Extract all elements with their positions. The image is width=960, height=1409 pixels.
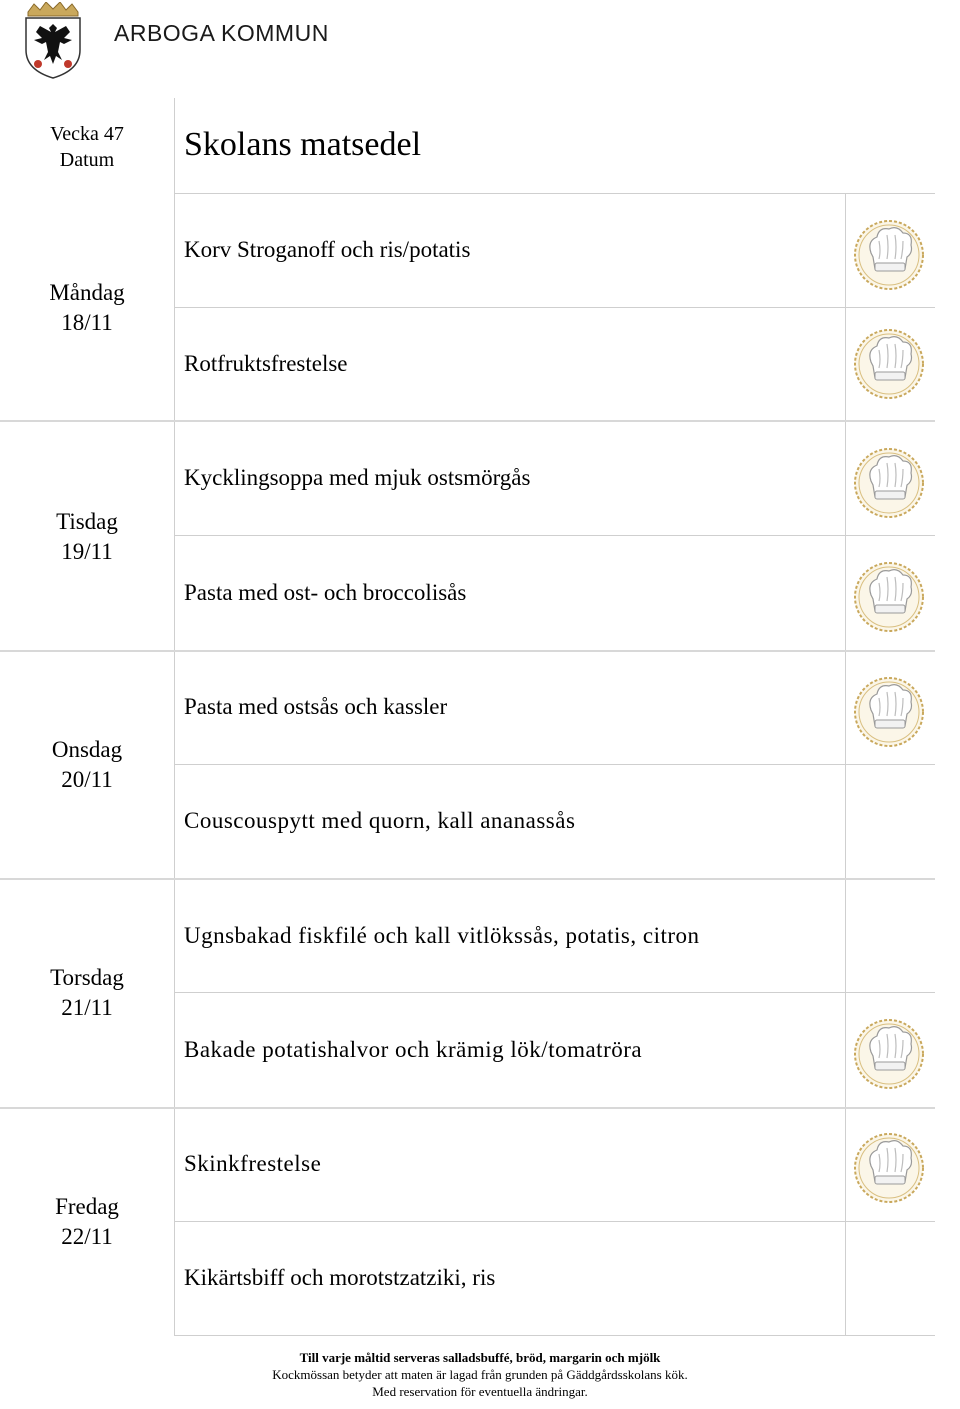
meal-item: Korv Stroganoff och ris/potatis xyxy=(184,237,471,262)
day-label-wednesday xyxy=(0,735,174,795)
chef-hat-icon xyxy=(853,447,925,519)
day-name: Tisdag xyxy=(56,509,118,534)
day-date: 22/11 xyxy=(61,1224,113,1249)
day-name: Torsdag xyxy=(50,965,124,990)
organization-name: ARBOGA KOMMUN xyxy=(114,20,329,46)
footer-note-2: Kockmössan betyder att maten är lagad från grunden på Gäddgårdsskolans kök. xyxy=(272,1367,688,1382)
chef-hat-icon xyxy=(853,1018,925,1090)
day-label-thursday xyxy=(0,963,174,1023)
day-divider xyxy=(0,650,935,652)
day-label-friday xyxy=(0,1192,174,1252)
day-label-monday xyxy=(0,278,174,338)
column-divider-left xyxy=(174,98,175,1336)
row-divider xyxy=(174,307,935,308)
footer-note-1: Till varje måltid serveras salladsbuffé, bröd, margarin och mjölk xyxy=(299,1350,661,1365)
week-label: Vecka 47 xyxy=(50,123,124,145)
meal-item: Kycklingsoppa med mjuk ostsmörgås xyxy=(184,465,531,490)
row-divider xyxy=(174,764,935,765)
day-date: 19/11 xyxy=(61,539,113,564)
day-date: 21/11 xyxy=(61,995,113,1020)
date-label: Datum xyxy=(59,149,115,171)
meal-item: Kikärtsbiff och morotstzatziki, ris xyxy=(184,1265,496,1290)
meal-item: Pasta med ostsås och kassler xyxy=(184,694,448,719)
day-label-tuesday xyxy=(0,507,174,567)
day-date: 20/11 xyxy=(61,767,113,792)
meal-item: Pasta med ost- och broccolisås xyxy=(184,580,467,605)
week-info xyxy=(0,121,174,173)
chef-hat-icon xyxy=(853,328,925,400)
row-divider xyxy=(174,1221,935,1222)
row-divider xyxy=(174,535,935,536)
header-divider xyxy=(174,193,935,194)
coat-of-arms-icon xyxy=(22,2,84,80)
chef-hat-icon xyxy=(853,561,925,633)
day-divider xyxy=(0,1107,935,1109)
chef-hat-icon xyxy=(853,676,925,748)
chef-hat-icon xyxy=(853,219,925,291)
meal-item: Ugnsbakad fiskfilé och kall vitlökssås, potatis, citron xyxy=(184,923,700,948)
day-name: Onsdag xyxy=(51,737,123,762)
day-divider xyxy=(0,878,935,880)
meal-item: Bakade potatishalvor och krämig lök/tomatröra xyxy=(184,1037,643,1062)
day-date: 18/11 xyxy=(61,310,113,335)
day-divider xyxy=(0,420,935,422)
table-bottom-border xyxy=(174,1335,935,1336)
meal-item: Couscouspytt med quorn, kall ananassås xyxy=(184,808,576,833)
meal-item: Skinkfrestelse xyxy=(184,1151,322,1176)
footer-note-3: Med reservation för eventuella ändringar. xyxy=(372,1384,588,1399)
day-name: Måndag xyxy=(49,280,125,305)
arboga-kommun-logo xyxy=(22,2,329,82)
row-divider xyxy=(174,992,935,993)
meal-item: Rotfruktsfrestelse xyxy=(184,351,348,376)
page-title: Skolans matsedel xyxy=(184,126,422,163)
day-name: Fredag xyxy=(55,1194,119,1219)
chef-hat-icon xyxy=(853,1132,925,1204)
